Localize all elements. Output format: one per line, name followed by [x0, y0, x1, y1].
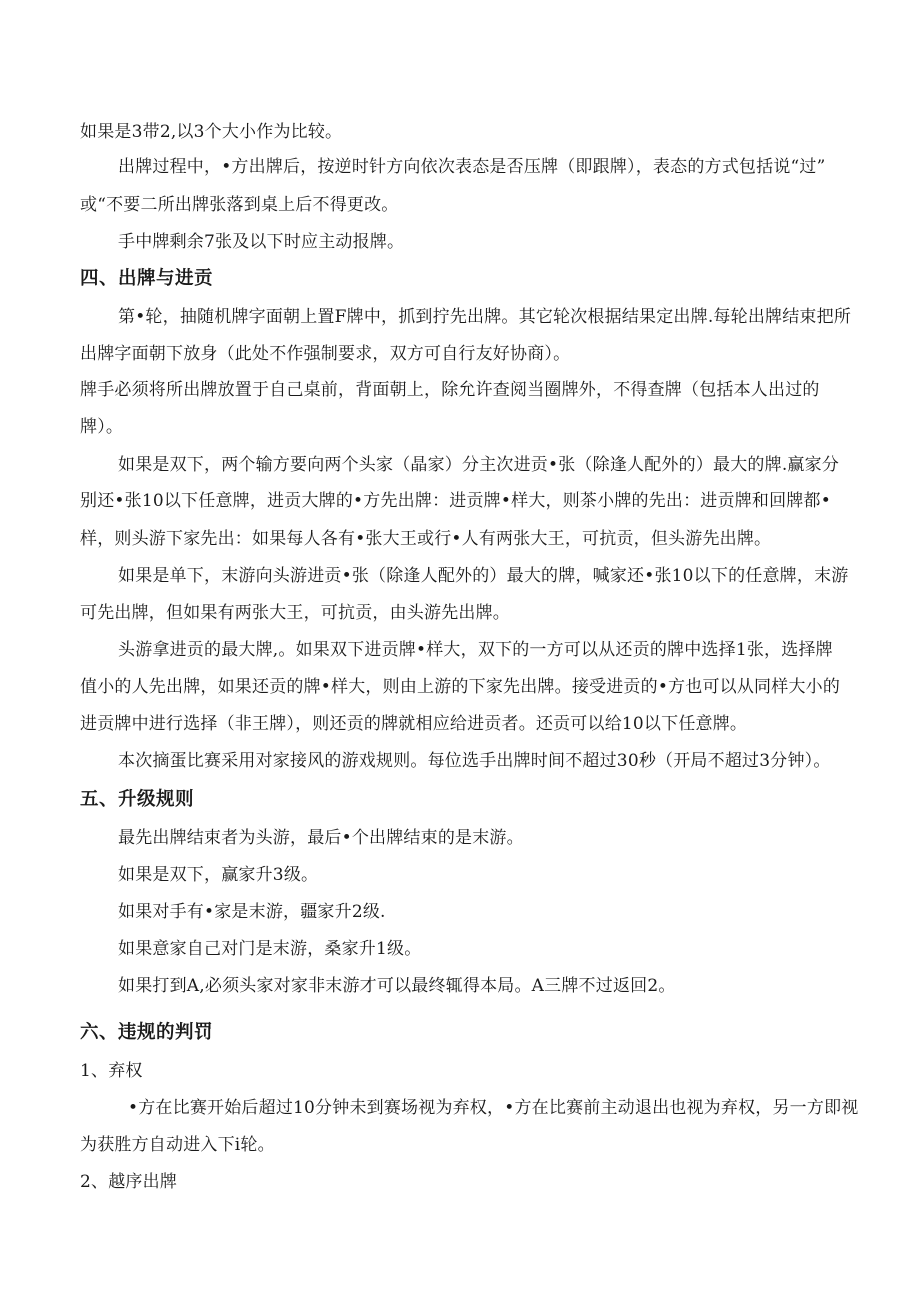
subsection-heading: 1、弃权 — [80, 1061, 143, 1081]
paragraph-line: 进贡牌中进行选择（非王牌），则还贡的牌就相应给进贡者。还贡可以给10以下任意牌。 — [80, 714, 748, 734]
paragraph-line: 别还•张10以下任意牌，进贡大牌的•方先出牌：进贡牌•样大，则茶小牌的先出：进贡牌和回牌都• — [80, 491, 831, 511]
paragraph-line: 牌手必须将所出牌放置于自己桌前，背面朝上，除允许查阅当圈牌外，不得查牌（包括本人出过的 — [80, 380, 820, 400]
paragraph-line: 可先出牌，但如果有两张大王，可抗贡，由头游先出牌。 — [80, 603, 510, 623]
paragraph-line: 如果对手有•家是末游，疆家升2级. — [118, 902, 386, 922]
paragraph-line: 值小的人先出牌，如果还贡的牌•样大，则由上游的下家先出牌。接受进贡的•方也可以从同样大小的 — [80, 677, 841, 697]
paragraph-line: 或“不要二所出牌张落到桌上后不得更改。 — [80, 195, 399, 215]
paragraph-line: 牌）。 — [80, 417, 124, 437]
paragraph-line: 样，则头游下家先出：如果每人各有•张大王或行•人有两张大王，可抗贡，但头游先出牌。 — [80, 529, 772, 549]
section-heading-4: 四、出牌与进贡 — [80, 268, 214, 289]
paragraph-line: 如果是双下，两个输方要向两个头家（晶家）分主次进贡•张（除逢人配外的）最大的牌.赢家分 — [118, 455, 840, 475]
section-heading-6: 六、违规的判罚 — [80, 1022, 214, 1043]
paragraph-line: 如果意家自己对门是末游，桑家升1级。 — [118, 939, 422, 959]
paragraph-line: 最先出牌结束者为头游，最后•个出牌结束的是末游。 — [118, 828, 524, 848]
paragraph-line: 如果是单下，末游向头游进贡•张（除逢人配外的）最大的牌，喊家还•张10以下的任意牌，末游 — [118, 566, 849, 586]
paragraph-line: 出牌过程中，•方出牌后，按逆时针方向依次表态是否压牌（即跟牌），表态的方式包括说“过” — [118, 157, 826, 177]
subsection-heading: 2、越序出牌 — [80, 1172, 178, 1192]
paragraph-line: 头游拿进贡的最大牌,。如果双下进贡牌•样大，双下的一方可以从还贡的牌中选择1张，选择牌 — [118, 640, 833, 660]
paragraph-line: 第•轮，抽随机牌字面朝上置F牌中，抓到拧先出牌。其它轮次根据结果定出牌.每轮出牌结束把所 — [118, 307, 852, 327]
paragraph-line: 如果是双下，赢家升3级。 — [118, 865, 319, 885]
paragraph-line: 出牌字面朝下放身（此处不作强制要求，双方可自行友好协商）。 — [80, 344, 571, 364]
paragraph-line: •方在比赛开始后超过10分钟未到赛场视为弃权，•方在比赛前主动退出也视为弃权，另一方即视 — [128, 1098, 859, 1118]
paragraph-line: 手中牌剩余7张及以下时应主动报牌。 — [118, 232, 405, 252]
section-heading-5: 五、升级规则 — [80, 789, 195, 810]
paragraph-line: 如果是3带2,以3个大小作为比较。 — [80, 122, 343, 142]
paragraph-line: 本次摘蛋比赛采用对家接风的游戏规则。每位选手出牌时间不超过30秒（开局不超过3分钟）。 — [118, 751, 831, 771]
paragraph-line: 为获胜方自动进入下i轮。 — [80, 1135, 275, 1155]
paragraph-line: 如果打到A,必须头家对家非末游才可以最终辄得本局。A三牌不过返回2。 — [118, 976, 676, 996]
